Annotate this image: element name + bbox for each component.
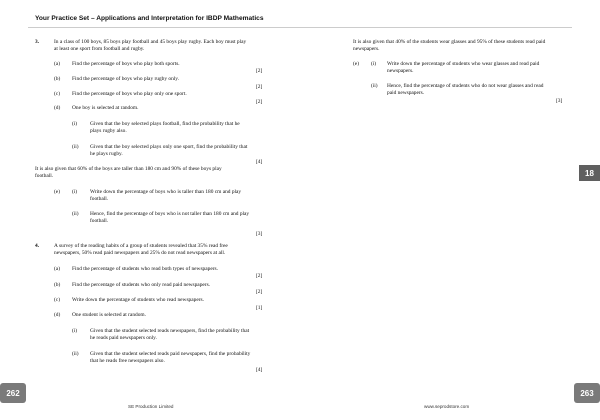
right-e-i-line-1: Write down the percentage of students who wear glasses and read paid (387, 61, 540, 67)
header-divider (28, 27, 572, 28)
q3-a-mark: [2] (256, 68, 263, 74)
q3-d-text: One boy is selected at random. (72, 105, 139, 111)
q3-e-label: (e) (54, 189, 60, 195)
q3-d-mark: [4] (256, 159, 263, 165)
q3-d-label: (d) (54, 105, 61, 111)
q3-d-i-line-2: plays rugby also. (90, 128, 127, 134)
right-intro-line-1: It is also given that 40% of the students wear glasses and 95% of these students read paid (353, 39, 546, 45)
q4-d-text: One student is selected at random. (72, 312, 146, 318)
q4-d-ii-label: (ii) (72, 351, 79, 357)
q3-c-label: (c) (54, 91, 60, 97)
right-e-ii-line-1: Hence, find the percentage of students who do not wear glasses and read (387, 83, 544, 89)
q4-b-mark: [2] (256, 289, 263, 295)
q3-d-i-label: (i) (72, 121, 78, 127)
right-e-i-line-2: newspapers. (387, 68, 414, 74)
q4-intro-line-2: newspapers, 50% read paid newspapers and 25% do not read newspapers at all. (54, 250, 226, 256)
q3-e-mark: [3] (256, 231, 263, 237)
q4-a-mark: [2] (256, 273, 263, 279)
q4-b-label: (b) (54, 282, 61, 288)
q4-d-ii-line-1: Given that the student selected reads paid newspapers, find the probability (90, 351, 251, 357)
q3-mid-line-1: It is also given that 60% of the boys are taller than 180 cm and 90% of these boys play (35, 166, 222, 172)
q4-d-i-line-1: Given that the student selected reads newspapers, find the probability that (90, 328, 250, 334)
right-e-i-label: (i) (371, 61, 377, 67)
q3-b-label: (b) (54, 76, 61, 82)
q4-b-text: Find the percentage of students who only read paid newspapers. (72, 282, 211, 288)
q3-a-label: (a) (54, 61, 60, 67)
q4-d-label: (d) (54, 312, 61, 318)
q3-d-ii-line-2: he plays rugby. (90, 151, 123, 157)
q3-e-ii-label: (ii) (72, 211, 79, 217)
q4-intro-line-1: A survey of the reading habits of a group of students revealed that 35% read free (54, 243, 228, 249)
q3-b-mark: [2] (256, 84, 263, 90)
right-page-number: 263 (574, 383, 600, 403)
q3-c-mark: [2] (256, 99, 263, 105)
right-intro-line-2: newspapers. (353, 46, 380, 52)
question-3-number: 3. (35, 39, 40, 45)
q4-c-mark: [1] (256, 305, 263, 311)
q4-d-i-line-2: he reads paid newspapers only. (90, 335, 157, 341)
q3-d-ii-label: (ii) (72, 144, 79, 150)
q3-e-ii-line-2: football. (90, 218, 109, 224)
q4-d-i-label: (i) (72, 328, 78, 334)
q4-d-ii-line-2: that he reads free newspapers also. (90, 358, 165, 364)
q3-e-i-label: (i) (72, 189, 78, 195)
q4-c-label: (c) (54, 297, 60, 303)
q3-e-i-line-2: football. (90, 196, 109, 202)
q4-a-label: (a) (54, 266, 60, 272)
q3-e-ii-line-1: Hence, find the percentage of boys who is not taller than 180 cm and play (90, 211, 250, 217)
q3-e-i-line-1: Write down the percentage of boys who is taller than 180 cm and play (90, 189, 242, 195)
chapter-tab: 18 (579, 165, 600, 181)
publisher-name: SE Production Limited (128, 404, 174, 409)
q3-intro-line-1: In a class of 100 boys, 85 boys play football and 45 boys play rugby. Each boy must play (54, 39, 247, 45)
right-e-ii-label: (ii) (371, 83, 378, 89)
question-4-number: 4. (35, 243, 40, 249)
q3-d-i-line-1: Given that the boy selected plays football, find the probability that he (90, 121, 240, 127)
right-e-ii-line-2: paid newspapers. (387, 90, 425, 96)
q3-intro-line-2: at least one sport from football and rugby. (54, 46, 145, 52)
q3-d-ii-line-1: Given that the boy selected plays only one sport, find the probability that (90, 144, 248, 150)
q4-d-mark: [4] (256, 367, 263, 373)
publisher-website: www.seprodstore.com (424, 404, 470, 409)
q4-a-text: Find the percentage of students who read both types of newspapers. (72, 266, 218, 272)
q3-b-text: Find the percentage of boys who play rugby only. (72, 76, 179, 82)
left-page-number: 262 (0, 383, 26, 403)
page-header-title: Your Practice Set – Applications and Interpretation for IBDP Mathematics (35, 15, 264, 22)
right-e-label: (e) (353, 61, 359, 67)
q3-c-text: Find the percentage of boys who play only one sport. (72, 91, 187, 97)
q3-mid-line-2: football. (35, 173, 54, 179)
q3-a-text: Find the percentage of boys who play both sports. (72, 61, 180, 67)
right-e-mark: [3] (556, 98, 563, 104)
q4-c-text: Write down the percentage of students who read newspapers. (72, 297, 204, 303)
